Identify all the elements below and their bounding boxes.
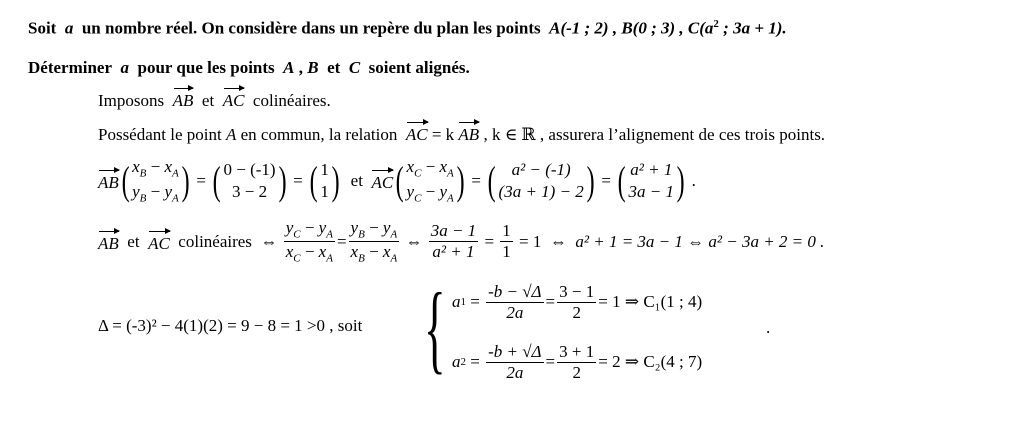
vector-AC: AC [223, 88, 245, 109]
root-a1: a 1 = $\frac{-b - √\Delta}{2a}$ = $\frac{3 - 1}{2}$ = 1 ⇒ C₁(1 ; 4) [452, 282, 703, 322]
statement-line-2: Déterminer a pour que les points A , B et C soient alignés. [28, 58, 470, 77]
solution-line-4: AB et AC colinéaires ⇔ $\frac{y_C - y_A}{x_C - x_A}$ = $\frac{y_B - y_A}{x_B - x_A}$ ⇔ $\frac{3a - 1}{\text{a² + 1}}$ = $\frac{1}{1}$ = 1 ⇔ a² + 1 = 3a − 1 ⇔ a² − 3a + 2 = 0 . [98, 218, 825, 265]
statement-line-1: Soit a un nombre réel. On considère dans un repère du plan les points A(-1 ; 2) , B(0 ; 3) , $C(a^2$ ; 3a + 1). [28, 18, 787, 38]
system-brace: { [424, 272, 446, 383]
solution-line-3: AB ( $x_B - x_A$ $y_B - y_A$ ) = ( 0 − (-1) 3 − 2 ) = ( 1 1 ) et AC ( $x_C - x_A$ $y_C - y_A$ ) = ( a² − (-1) (3a + 1) − 2 ) = ( a² + 1 3a − 1 ) . [98, 157, 696, 205]
var-a: a [64, 18, 74, 38]
vector-AB: AB [173, 88, 194, 109]
delta-line: Δ = (-3)² − 4(1)(2) = 9 − 8 = 1 >0 , soit [98, 316, 363, 335]
points-text: A(-1 ; 2) , B(0 ; 3) , C(a [549, 18, 714, 38]
solution-line-2: Possédant le point A en commun, la relation AC = k AB , k ∈ ℝ , assurera l’alignement de ces trois points. [98, 122, 825, 145]
solution-line-1: Imposons AB et AC colinéaires. [98, 88, 331, 111]
root-a2: a 2 = $\frac{-b + √\Delta}{2a}$ = $\frac{3 + 1}{2}$ = 2 ⇒ C₂(4 ; 7) [452, 342, 703, 382]
trailing-dot: . [766, 318, 771, 337]
